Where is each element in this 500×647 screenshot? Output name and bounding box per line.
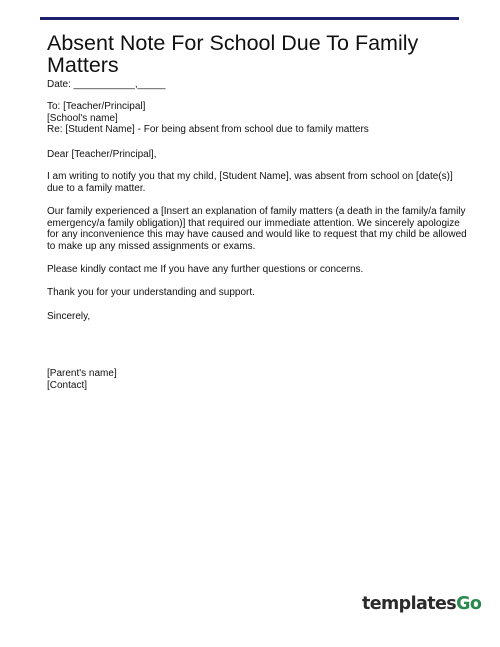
header-rule [40,17,459,20]
templatesgo-logo [362,594,481,614]
recipient-school: [School's name] [47,113,118,124]
salutation: Dear [Teacher/Principal], [47,149,157,160]
logo-text-go: Go [456,594,482,614]
paragraph-contact-request: Please kindly contact me If you have any further questions or concerns. [47,264,364,275]
paragraph-explanation: Our family experienced a [Insert an explanation of family matters (a death in the family/a family emergency/a family obligation)] that required our immediate attention. We sincerely apologize for any inconvenience this may have caused and would like to request that my child be allowed to make up any missed assignments or exams. [47,206,467,252]
paragraph-notification: I am writing to notify you that my child, [Student Name], was absent from school on [date(s)] due to a family matter. [47,171,453,194]
paragraph-thanks: Thank you for your understanding and support. [47,287,255,298]
subject-line: Re: [Student Name] - For being absent from school due to family matters [47,124,369,135]
signature-name: [Parent's name] [47,368,117,379]
signature-contact: [Contact] [47,380,88,391]
date-line: Date: ___________,_____ [47,79,166,90]
logo-text-templates: templates [362,594,457,614]
recipient-to: To: [Teacher/Principal] [47,101,146,112]
page-title: Absent Note For School Due To Family Matters [47,31,419,77]
closing: Sincerely, [47,311,91,322]
